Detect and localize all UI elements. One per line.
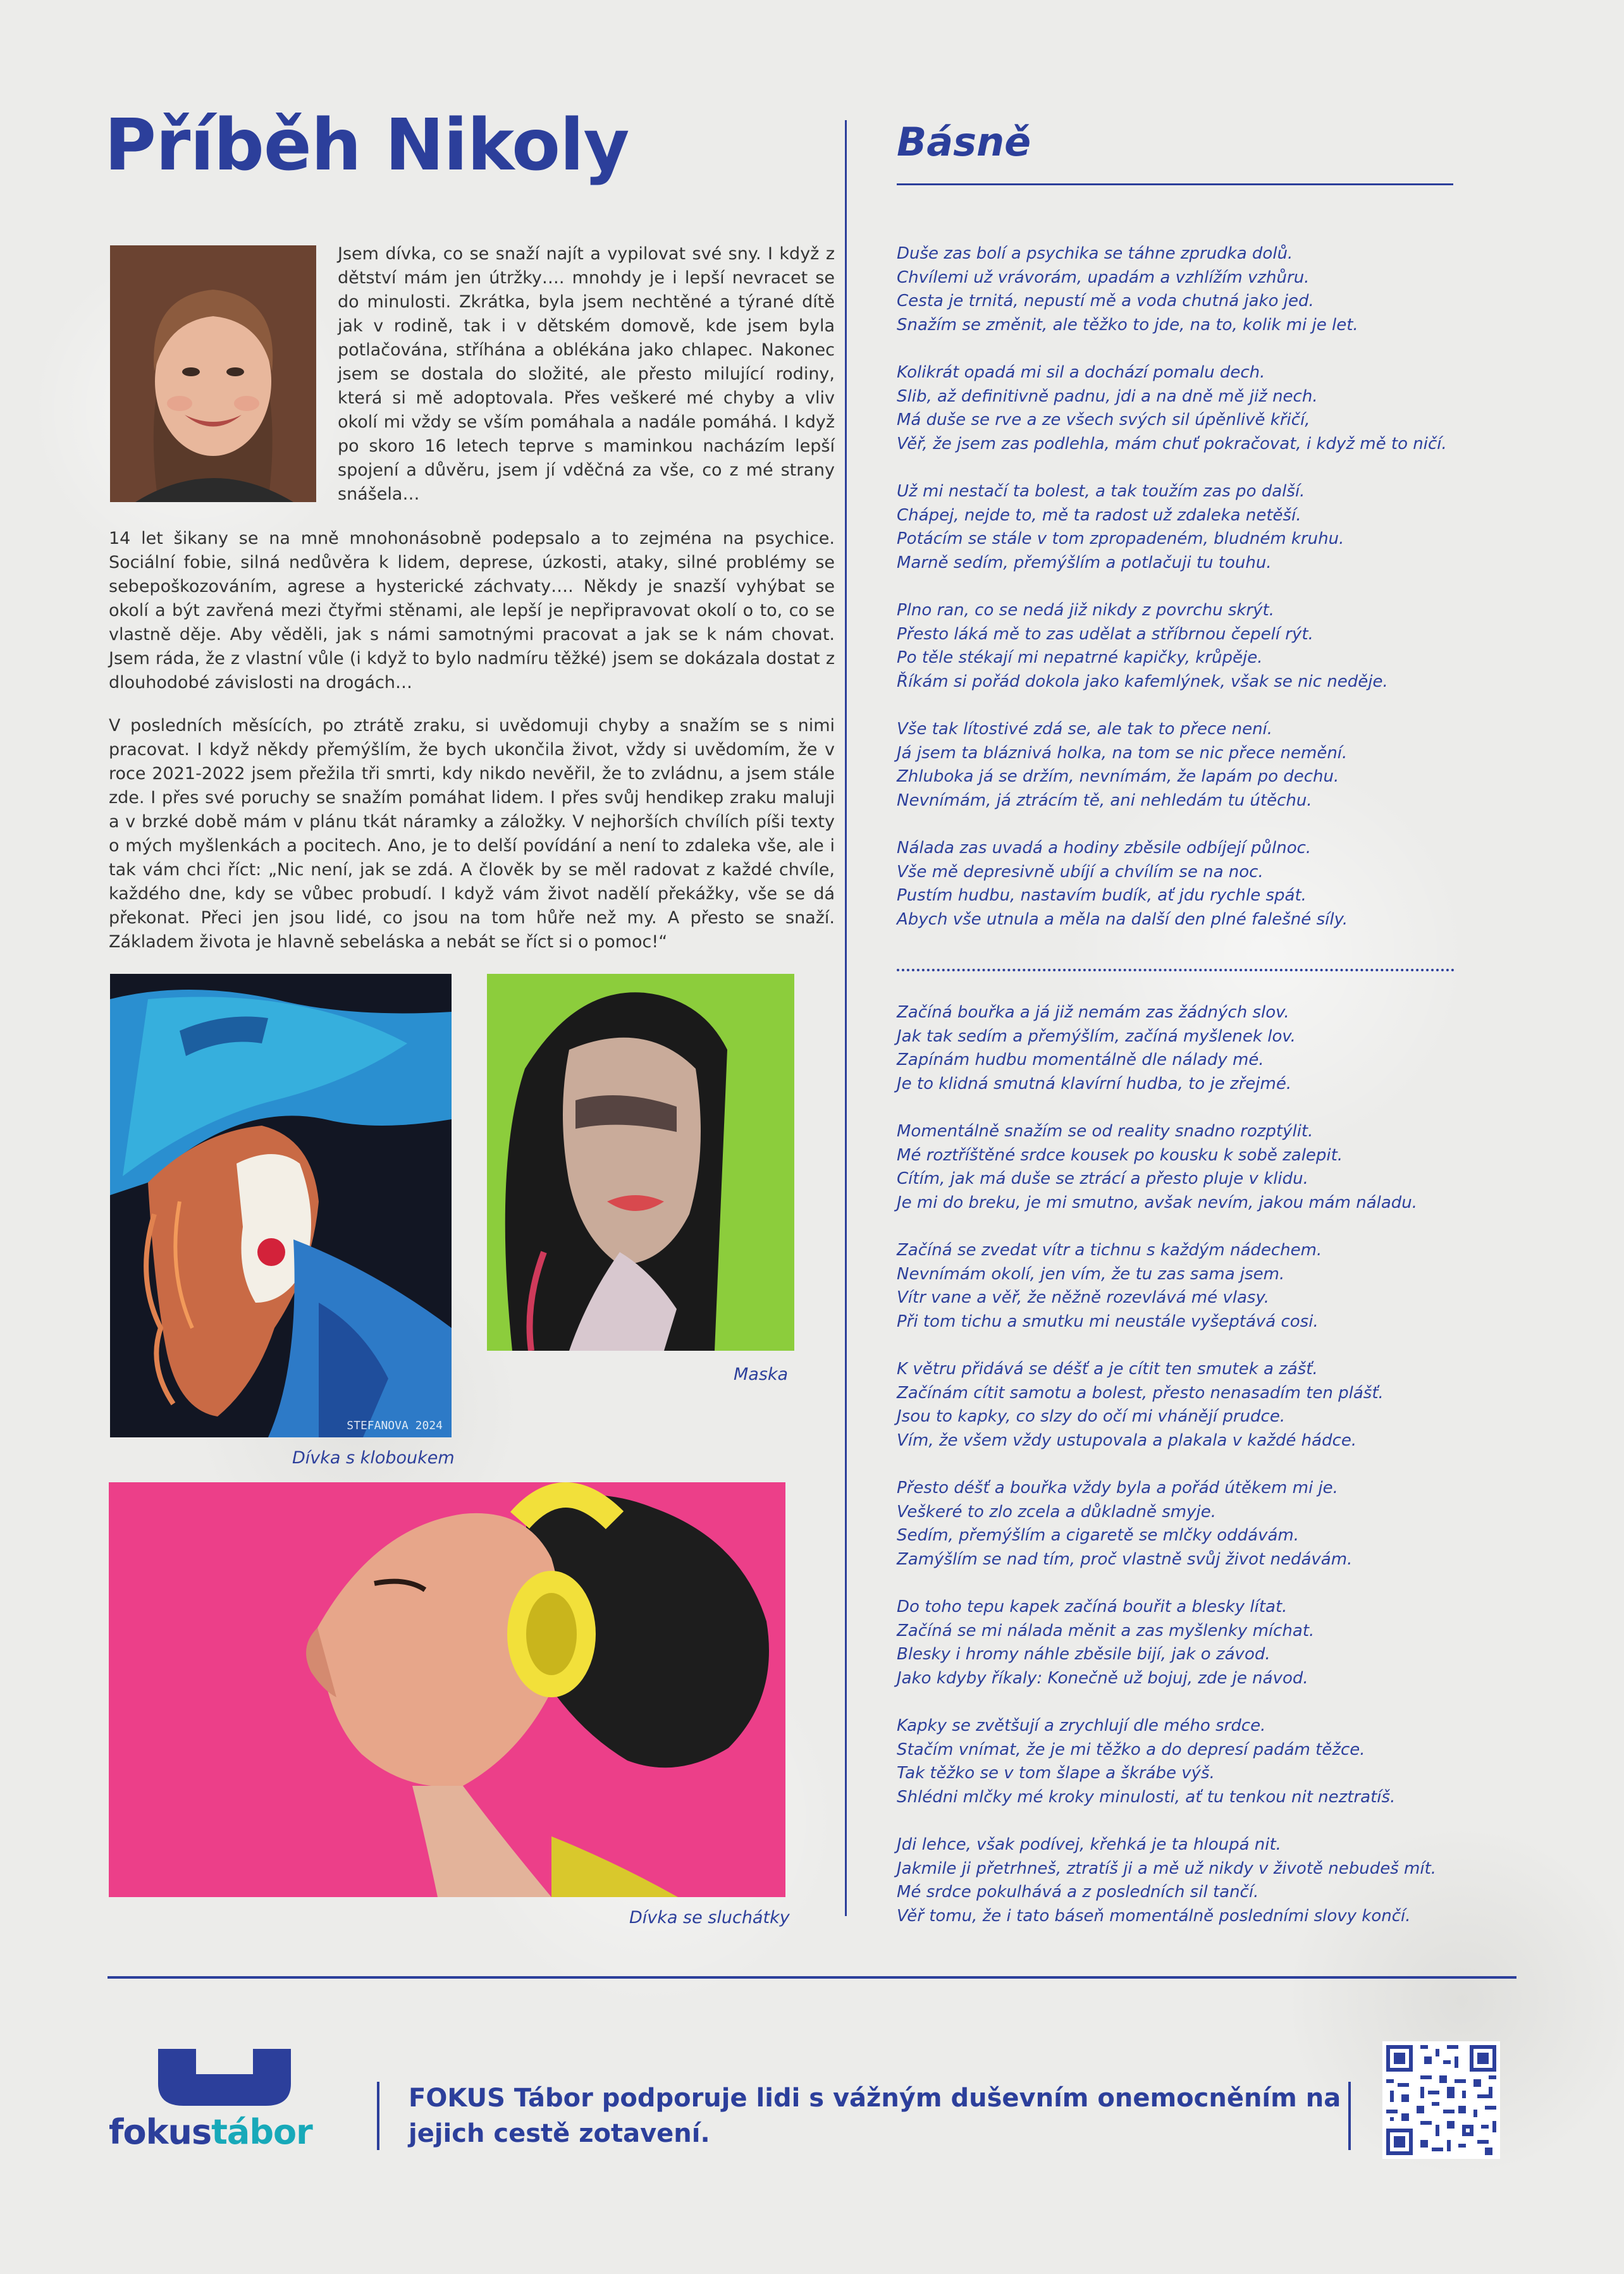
poem-stanza: [897, 1120, 1466, 1215]
poem-line: Zapínám hudbu momentálně dle nálady mé.: [897, 1050, 1264, 1069]
portrait-illustration: [110, 245, 316, 502]
poem-line: Tak těžko se v tom šlape a škrábe výš.: [897, 1764, 1215, 1783]
poem-line: Zamýšlím se nad tím, proč vlastně svůj život nedávám.: [897, 1549, 1353, 1569]
poem-line: Marně sedím, přemýšlím a potlačuji tu touhu.: [897, 553, 1272, 572]
poem-line: Snažím se změnit, ale těžko to jde, na to, kolik mi je let.: [897, 315, 1358, 335]
poem-line: Sedím, přemýšlím a cigaretě se mlčky oddávám.: [897, 1526, 1299, 1545]
poem-line: Přesto déšť a bouřka vždy byla a pořád útěkem mi je.: [897, 1478, 1338, 1497]
poem-line: Nevnímám okolí, jen vím, že tu zas sama jsem.: [897, 1264, 1285, 1284]
poem-line: Stačím vnímat, že je mi těžko a do depresí padám těžce.: [897, 1740, 1365, 1759]
poem-2: [897, 1001, 1466, 1952]
painting-signature: STEFANOVA 2024: [347, 1419, 443, 1432]
painting-girl-with-headphones-image: [109, 1482, 785, 1897]
caption-mask: Maska: [734, 1365, 789, 1384]
poems-heading-rule: [897, 183, 1453, 185]
poem-line: Zhluboka já se držím, nevnímám, že lapám po dechu.: [897, 767, 1339, 786]
poem-line: Vše mě depresivně ubíjí a chvílím se na noc.: [897, 862, 1264, 882]
poem-line: Abych vše utnula a měla na další den plné falešné síly.: [897, 909, 1348, 929]
poem-line: Pustím hudbu, nastavím budík, ať jdu rychle spát.: [897, 886, 1307, 905]
poem-stanza: [897, 1714, 1466, 1809]
poem-line: Jdi lehce, však podívej, křehká je ta hloupá nit.: [897, 1835, 1281, 1854]
poem-line: Já jsem ta bláznivá holka, na tom se nic přece nemění.: [897, 743, 1348, 763]
qr-code-graphic: [1382, 2041, 1500, 2159]
poems-heading: Básně: [897, 119, 1031, 165]
intro-paragraph: Jsem dívka, co se snaží najít a vypilovat své sny. I když z dětství mám jen útržky…. mnohdy je i lepší nevracet se do minulosti. Zkrátka, byla jsem nechtěné a týrané dítě jak v rodině, tak i v dětském domově, kde jsem byla potlačována, stříhána a oblékána jako chlapec. Nakonec jsem se dostala do složité, ale přesto milující rodiny, která si mě adoptovala. Přes veškeré mé chyby a vliv okolí mi vždy se vším pomáhala a nadále pomáhá. I když po skoro 16 letech teprve s maminkou nacházím lepší spojení a důvěru, jsem jí vděčná za vše, co z mé strany snášela…: [338, 244, 835, 504]
poem-separator: [897, 969, 1455, 971]
fokus-tabor-logo: [108, 2049, 348, 2150]
poem-line: Shlédni mlčky mé kroky minulosti, ať tu tenkou nit neztratíš.: [897, 1787, 1396, 1807]
footer-tagline: FOKUS Tábor podporuje lidi s vážným duševním onemocněním na jejich cestě zotavení.: [409, 2084, 1341, 2148]
poem-line: Začínám cítit samotu a bolest, přesto nenasadím ten plášť.: [897, 1383, 1384, 1403]
poem-line: K větru přidává se déšť a je cítit ten smutek a zášť.: [897, 1360, 1318, 1379]
footer-separator: [377, 2082, 379, 2150]
poem-line: Věř tomu, že i tato báseň momentálně posledními slovy končí.: [897, 1906, 1411, 1926]
poem-line: Je to klidná smutná klavírní hudba, to je zřejmé.: [897, 1074, 1292, 1093]
poem-line: Začíná se zvedat vítr a tichnu s každým nádechem.: [897, 1241, 1322, 1260]
poem-stanza: [897, 718, 1466, 813]
poem-line: Blesky i hromy náhle zběsile bijí, jak o závod.: [897, 1645, 1270, 1664]
poem-line: Momentálně snažím se od reality snadno rozptýlit.: [897, 1122, 1313, 1141]
poem-line: Cesta je trnitá, nepustí mě a voda chutná jako jed.: [897, 292, 1314, 310]
poem-line: Nálada zas uvadá a hodiny zběsile odbíjejí půlnoc.: [897, 839, 1312, 857]
poem-line: Slib, až definitivně padnu, jdi a na dně mě již nech.: [897, 386, 1318, 406]
poem-line: Vím, že všem vždy ustupovala a plakala v každé hádce.: [897, 1430, 1357, 1450]
body-paragraph: 14 let šikany se na mně mnohonásobně podepsalo a to zejména na psychice. Sociální fobie, silná nedůvěra k lidem, deprese, úzkosti, ataky, silné problémy se sebepoškozováním, agrese a hysterické záchvaty…. Někdy je snazší vyhýbat se okolí a být zavřená mezi čtyřmi stěnami, ale lepší je nepřipravovat okolí o to, co se vlastně děje. Aby věděli, jak s námi samotnými pracovat a jak se k nám chovat. Jsem ráda, že z vlastní vůle (i když to bylo nadmíru těžké) jsem se dokázala dostat z dlouhodobé závislosti na drogách…: [109, 529, 835, 692]
footer-rule: [108, 1976, 1516, 1979]
poem-line: Do toho tepu kapek začíná bouřit a blesky lítat.: [897, 1597, 1288, 1616]
poem-line: Začíná se mi nálada měnit a zas myšlenky míchat.: [897, 1621, 1315, 1640]
poem-line: Jsou to kapky, co slzy do očí mi vhánějí prudce.: [897, 1407, 1286, 1426]
poem-line: Vše tak lítostivé zdá se, ale tak to přece není.: [897, 720, 1273, 739]
poem-line: Po těle stékají mi nepatrné kapičky, krůpěje.: [897, 648, 1263, 667]
poem-line: Plno ran, co se nedá již nikdy z povrchu skrýt.: [897, 601, 1274, 620]
column-divider: [845, 120, 847, 1916]
portrait-photo: [110, 245, 316, 502]
painting-mask: [487, 974, 794, 1351]
poem-stanza: [897, 480, 1466, 575]
poem-stanza: [897, 837, 1466, 931]
poem-stanza: [897, 599, 1466, 694]
poem-stanza: [897, 1595, 1466, 1690]
poem-line: Kapky se zvětšují a zrychlují dle mého srdce.: [897, 1716, 1266, 1735]
poem-line: Chápej, nejde to, mě ta radost už zdaleka netěší.: [897, 505, 1301, 525]
poem-line: Přesto láká mě to zas udělat a stříbrnou čepelí rýt.: [897, 624, 1313, 644]
page-title: Příběh Nikoly: [104, 104, 629, 187]
footer-separator: [1348, 2082, 1351, 2150]
poem-stanza: [897, 1001, 1466, 1096]
qr-code-icon[interactable]: [1382, 2041, 1500, 2159]
poem-stanza: [897, 1833, 1466, 1928]
body-paragraph: V posledních měsících, po ztrátě zraku, si uvědomuji chyby a snažím se s nimi pracovat. I když někdy přemýšlím, že bych ukončila život, vždy si uvědomím, že v roce 2021-2022 jsem přežila tři smrti, kdy nikdo nevěřil, že to zvládnu, a jsem stále zde. I přes své poruchy se snažím pomáhat lidem. I přes svůj hendikep zraku maluji a v brzké době mám v plánu tkát náramky a záložky. V nejhorších chvílích píši texty o mých myšlenkách a pocitech. Ano, je to delší povídání a není to zdaleka vše, ale i tak vám chci říct: „Nic není, jak se zdá. A člověk by se měl radovat z každé chvíle, každého dne, kdy se vůbec probudí. I když vám život nadělí překážky, vše se dá překonat. Přeci jen jsou lidé, co jsou na tom hůře než my. A přesto se snaží. Základem života je hlavně sebeláska a nebát se říct si o pomoc!“: [109, 716, 835, 952]
poem-line: Vítr vane a věř, že něžně rozevlává mé vlasy.: [897, 1288, 1270, 1307]
poem-line: Veškeré to zlo zcela a důkladně smyje.: [897, 1502, 1216, 1521]
painting-mask-image: [487, 974, 794, 1351]
poem-line: Kolikrát opadá mi sil a dochází pomalu dech.: [897, 363, 1265, 382]
poem-line: Mé srdce pokulhává a z posledních sil tančí.: [897, 1883, 1259, 1902]
poem-line: Mé roztříštěné srdce kousek po kousku k sobě zalepit.: [897, 1145, 1343, 1165]
poem-line: Věř, že jsem zas podlehla, mám chuť pokračovat, i když mě to ničí.: [897, 434, 1447, 453]
painting-girl-with-hat-image: [110, 974, 452, 1437]
painting-girl-with-headphones: [109, 1482, 785, 1897]
poem-line: Duše zas bolí a psychika se táhne zprudka dolů.: [897, 244, 1293, 263]
poem-line: Potácím se stále v tom zpropadeném, bludném kruhu.: [897, 529, 1344, 548]
poem-line: Má duše se rve a ze všech svých sil úpěnlivě křičí,: [897, 410, 1310, 429]
poem-stanza: [897, 361, 1466, 456]
poem-stanza: [897, 1358, 1466, 1453]
poem-line: Cítím, jak má duše se ztrácí a přesto pluje v klidu.: [897, 1169, 1308, 1188]
poem-line: Začíná bouřka a já již nemám zas žádných slov.: [897, 1003, 1289, 1022]
caption-girl-with-hat: Dívka s kloboukem: [292, 1448, 455, 1468]
poem-line: Nevnímám, já ztrácím tě, ani nehledám tu útěchu.: [897, 790, 1312, 810]
poem-line: Je mi do breku, je mi smutno, avšak nevím, jakou mám náladu.: [897, 1193, 1418, 1212]
poem-line: Říkám si pořád dokola jako kafemlýnek, však se nic neděje.: [897, 672, 1388, 691]
painting-girl-with-hat: [110, 974, 452, 1437]
poem-line: Jakmile ji přetrhneš, ztratíš ji a mě už nikdy v životě nebudeš mít.: [897, 1859, 1437, 1878]
poem-line: Jak tak sedím a přemýšlím, začíná myšlenek lov.: [897, 1026, 1296, 1046]
fokus-logo-icon: [108, 2049, 310, 2118]
poem-line: Už mi nestačí ta bolest, a tak toužím zas po další.: [897, 482, 1305, 501]
poem-line: Při tom tichu a smutku mi neustále vyšeptává cosi.: [897, 1312, 1319, 1331]
poem-line: Chvílemi už vrávorám, upadám a vzhlížím vzhůru.: [897, 267, 1310, 287]
poem-1: [897, 242, 1466, 956]
caption-girl-with-headphones: Dívka se sluchátky: [629, 1908, 790, 1927]
poem-line: Jako kdyby říkaly: Konečně už bojuj, zde je návod.: [897, 1668, 1308, 1688]
poem-stanza: [897, 1239, 1466, 1334]
poem-stanza: [897, 1477, 1466, 1571]
poem-stanza: [897, 242, 1466, 337]
logo-wordmark: fokustábor: [109, 2112, 312, 2152]
